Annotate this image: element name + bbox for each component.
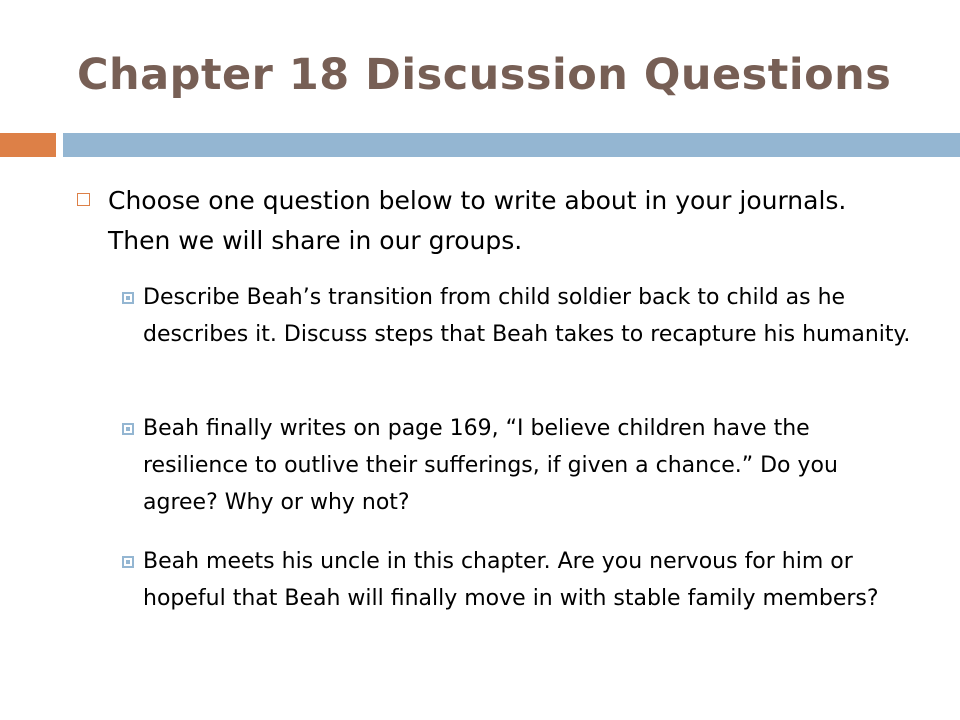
intro-bullet-text: Choose one question below to write about in your journals. Then we will share in our groups. bbox=[108, 186, 847, 255]
boxed-square-bullet-icon bbox=[122, 556, 134, 568]
slide-title: Chapter 18 Discussion Questions bbox=[77, 50, 892, 100]
hollow-square-bullet-icon bbox=[77, 193, 90, 206]
boxed-square-bullet-icon bbox=[122, 292, 134, 304]
question-text-3: Beah meets his uncle in this chapter. Are you nervous for him or hopeful that Beah will finally move in with stable family members? bbox=[143, 549, 879, 611]
question-text-2: Beah finally writes on page 169, “I believe children have the resilience to outlive their sufferings, if given a chance.” Do you agree? Why or why not? bbox=[143, 416, 838, 515]
boxed-square-bullet-icon bbox=[122, 423, 134, 435]
question-text-1: Describe Beah’s transition from child soldier back to child as he describes it. Discuss steps that Beah takes to recapture his humanity. bbox=[143, 285, 911, 347]
